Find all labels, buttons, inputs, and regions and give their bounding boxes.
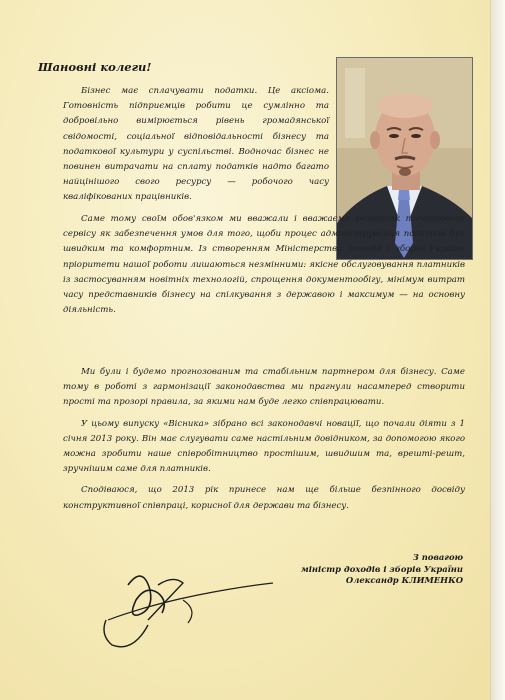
page-edge [490, 0, 505, 700]
paragraph-1: Бізнес має сплачувати податки. Це аксіома. Готовність підприємців робити це сумлінно та добровільно вимірюється рівень громадянської свідомості, соціальної відповідальності бізнесу та податкової культури у суспільстві. Водночас бізнес не повинен витрачати на сплату податків надто багато найцінішого свого ресурсу — робочого часу кваліфікованих працівників. [63, 86, 329, 203]
greeting: Шановні колеги! [38, 60, 152, 74]
paragraph-4: У цьому випуску «Вісника» зібрано всі законодавчі новації, що почали діяти з 1 січня 2013 року. Він має слугувати саме настільним довідником, за допомогою якого можна зробити наше співробітництво простішим, швидшим та, врешті-решт, зручнішим саме для платників. [63, 418, 465, 475]
paragraph-3: Ми були і будемо прогнозованим та стабільним партнером для бізнесу. Саме тому в роботі з гармонізації законодавства ми прагнули насамперед створити прості та прозорі правила, за якими нам буде легко співпрацювати. [63, 367, 465, 408]
intro-text-column [63, 84, 329, 212]
signoff-block [233, 552, 463, 587]
main-text-column [63, 212, 465, 324]
closing-text-column [63, 365, 465, 520]
paragraph-2: Саме тому своїм обов'язком ми вважали і вважаємо розвиток податкового сервісу як забезпечення умов для того, щоби процес адміністрування податків був швидким та комфортним. Із створенням Міністерства доходів і зборів України пріоритети нашої роботи лишаються незмінними: якісне обслуговування платників із застосуванням новітніх технологій, спрощення документообігу, мінімум витрат часу представників бізнесу на спілкування з державою і максимум — на основну діяльність. [63, 214, 465, 316]
signoff-position: міністр доходів і зборів України [300, 563, 463, 574]
signoff-regards: З повагою [412, 552, 463, 562]
paragraph-5: Сподіваюся, що 2013 рік принесе нам ще більше безпінного досвіду конструктивної співпраці, корисної для держави та бізнесу. [63, 485, 465, 511]
signoff-name: Олександр КЛИМЕНКО [345, 575, 463, 585]
